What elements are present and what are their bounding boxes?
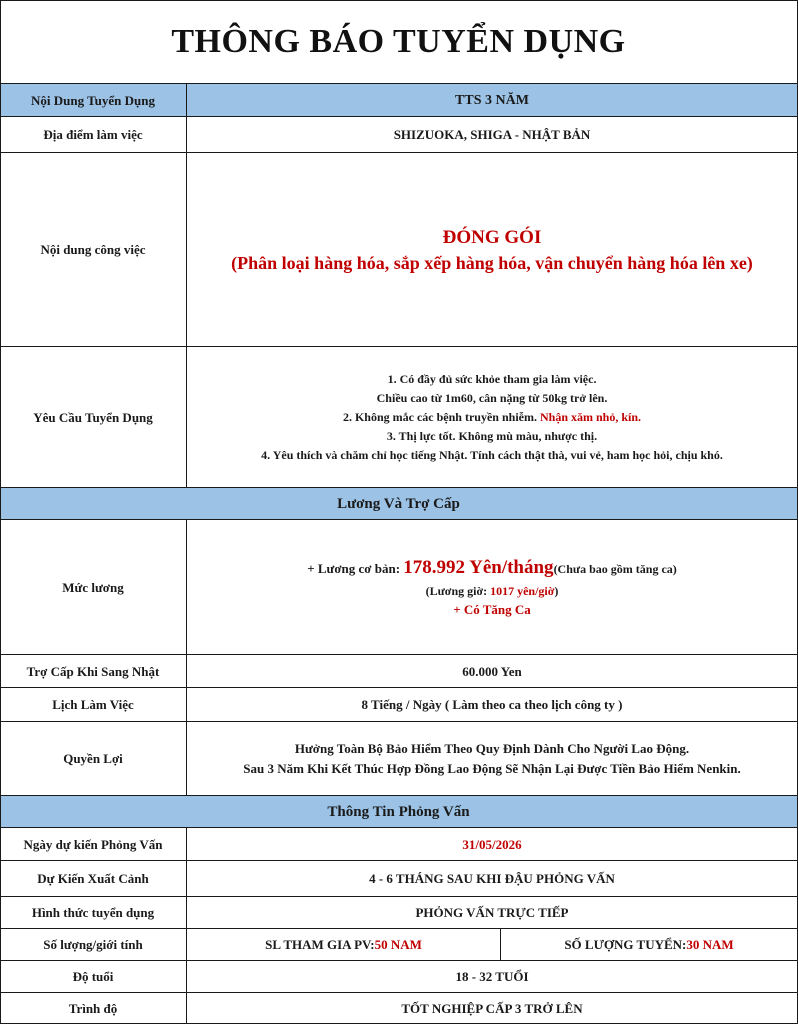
requirements-label: Yêu Cầu Tuyển Dụng <box>0 347 187 488</box>
participants-cell <box>187 929 501 961</box>
schedule-row <box>0 687 797 722</box>
benefit-line-2: Sau 3 Năm Khi Kết Thúc Hợp Đồng Lao Động Sẽ Nhận Lại Được Tiền Bảo Hiểm Nenkin. <box>243 761 741 776</box>
benefits-row <box>0 721 797 796</box>
requirement-line-3 <box>343 408 641 427</box>
job-label: Nội dung công việc <box>0 153 187 347</box>
salary-section-title: Lương Và Trợ Cấp <box>337 495 460 512</box>
interview-date-value: 31/05/2026 <box>462 836 522 852</box>
age-value: 18 - 32 TUỔI <box>455 969 529 984</box>
job-row <box>0 152 797 347</box>
quantity-row <box>0 928 797 961</box>
job-title: ĐÓNG GÓI <box>442 226 542 248</box>
header-label: Nội Dung Tuyển Dụng <box>0 84 187 117</box>
requirements-row <box>0 346 797 488</box>
participants-value: 50 NAM <box>374 937 422 952</box>
tattoo-note: Nhận xăm nhỏ, kín. <box>539 410 642 424</box>
requirement-line-5: 4. Yêu thích và chăm chỉ học tiếng Nhật. Tính cách thật thà, vui vẻ, ham học hỏi, chịu khó. <box>261 448 723 462</box>
interview-date-row <box>0 827 797 861</box>
hourly-wage <box>426 580 559 602</box>
interview-section-title: Thông Tin Phỏng Vấn <box>327 803 470 820</box>
interview-date-label: Ngày dự kiến Phỏng Vấn <box>0 828 187 861</box>
page-title: THÔNG BÁO TUYỂN DỤNG <box>171 22 626 60</box>
departure-row <box>0 860 797 897</box>
allowance-label: Trợ Cấp Khi Sang Nhật <box>0 655 187 688</box>
base-salary-prefix: + Lương cơ bản: <box>307 561 404 576</box>
location-label: Địa điểm làm việc <box>0 117 187 153</box>
overtime-note: + Có Tăng Ca <box>453 602 531 617</box>
requirement-line-4: 3. Thị lực tốt. Không mù màu, nhược thị. <box>386 429 598 443</box>
hourly-suffix: ) <box>554 584 559 598</box>
job-value <box>187 153 797 347</box>
education-value: TỐT NGHIỆP CẤP 3 TRỞ LÊN <box>401 1000 583 1016</box>
location-value: SHIZUOKA, SHIGA - NHẬT BẢN <box>393 127 591 142</box>
hourly-prefix: (Lương giờ: <box>425 584 491 598</box>
recruit-form-value: PHỎNG VẤN TRỰC TIẾP <box>415 905 569 920</box>
salary-section-row <box>0 487 797 520</box>
requirement-line-2: Chiều cao từ 1m60, cân nặng từ 50kg trở lên. <box>376 391 608 405</box>
quantity-label: Số lượng/giới tính <box>0 929 187 961</box>
age-label: Độ tuổi <box>0 961 187 993</box>
benefit-line-1: Hưởng Toàn Bộ Bảo Hiểm Theo Quy Định Dành Cho Người Lao Động. <box>294 741 690 756</box>
hired-value: 30 NAM <box>686 937 734 952</box>
requirements-value <box>187 347 797 488</box>
recruit-form-row <box>0 896 797 929</box>
location-row <box>0 116 797 153</box>
salary-value <box>187 520 797 655</box>
departure-value: 4 - 6 THÁNG SAU KHI ĐẬU PHỎNG VẤN <box>369 871 615 886</box>
participants-label: SL THAM GIA PV: <box>265 937 375 952</box>
allowance-value: 60.000 Yen <box>462 663 522 679</box>
job-detail: (Phân loại hàng hóa, sắp xếp hàng hóa, vận chuyển hàng hóa lên xe) <box>231 252 753 273</box>
departure-label: Dự Kiến Xuất Cảnh <box>0 861 187 897</box>
hired-label: SỐ LƯỢNG TUYỂN: <box>564 937 687 952</box>
benefits-value <box>187 722 797 796</box>
requirement-line-1: 1. Có đầy đủ sức khỏe tham gia làm việc. <box>387 372 597 386</box>
benefits-label: Quyền Lợi <box>0 722 187 796</box>
header-row <box>0 83 797 117</box>
schedule-label: Lịch Làm Việc <box>0 688 187 722</box>
header-value: TTS 3 NĂM <box>455 92 529 108</box>
schedule-value: 8 Tiếng / Ngày ( Làm theo ca theo lịch công ty ) <box>361 697 623 712</box>
education-label: Trình độ <box>0 993 187 1024</box>
education-row <box>0 992 797 1024</box>
recruit-form-label: Hình thức tuyển dụng <box>0 897 187 929</box>
hired-cell <box>501 929 797 961</box>
hourly-amount: 1017 yên/giờ <box>490 584 555 598</box>
interview-section-row <box>0 795 797 828</box>
salary-label: Mức lương <box>0 520 187 655</box>
base-salary-amount: 178.992 Yên/tháng <box>403 557 554 578</box>
base-salary-note: (Chưa bao gồm tăng ca) <box>553 562 677 576</box>
requirement-line-3-text: 2. Không mắc các bệnh truyền nhiễm. <box>342 410 540 424</box>
allowance-row <box>0 654 797 688</box>
base-salary <box>307 557 677 580</box>
age-row <box>0 960 797 993</box>
salary-row <box>0 519 797 655</box>
